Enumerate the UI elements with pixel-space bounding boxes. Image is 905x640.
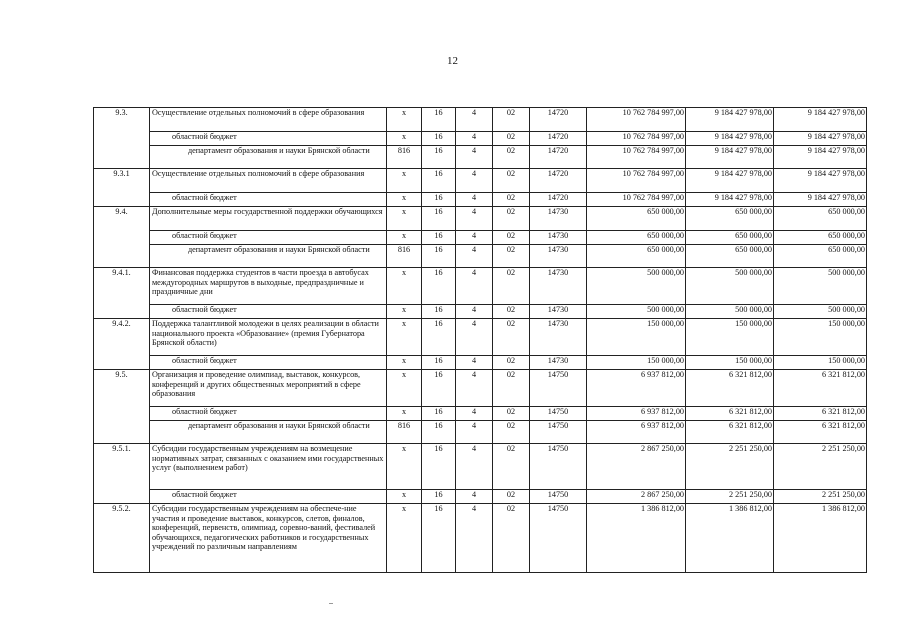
cell-subsection: 4	[456, 245, 493, 268]
cell-kgrbs: х	[387, 231, 422, 245]
cell-amount-2: 650 000,00	[686, 245, 774, 268]
cell-amount-3: 9 184 427 978,00	[774, 169, 867, 193]
cell-amount-3: 150 000,00	[774, 356, 867, 370]
cell-code: 14750	[530, 370, 587, 407]
cell-item-name: Субсидии государственным учреждениям на обеспече-ние участия и проведение выставок, конкурсов, слетов, финалов, конференций, первенств, олимпиад, соревно-ваний, фестивалей обучающихся, педагогических работников и государственных учреждений по различным направлениям	[150, 504, 387, 573]
cell-section: 16	[422, 108, 456, 132]
cell-amount-2: 6 321 812,00	[686, 407, 774, 421]
cell-item-name: Финансовая поддержка студентов в части проезда в автобусах междугородных маршрутов в выходные, предпраздничные и праздничные дни	[150, 268, 387, 305]
cell-program: 02	[493, 268, 530, 305]
cell-amount-1: 150 000,00	[587, 356, 686, 370]
cell-code: 14730	[530, 319, 587, 356]
cell-amount-3: 2 251 250,00	[774, 490, 867, 504]
cell-section: 16	[422, 268, 456, 305]
cell-subsection: 4	[456, 268, 493, 305]
cell-amount-1: 10 762 784 997,00	[587, 132, 686, 146]
cell-kgrbs: х	[387, 268, 422, 305]
cell-code: 14730	[530, 356, 587, 370]
cell-amount-1: 1 386 812,00	[587, 504, 686, 573]
cell-amount-3: 1 386 812,00	[774, 504, 867, 573]
cell-amount-1: 2 867 250,00	[587, 490, 686, 504]
cell-code: 14730	[530, 305, 587, 319]
cell-code: 14750	[530, 407, 587, 421]
cell-section: 16	[422, 207, 456, 231]
page-number: 12	[447, 55, 458, 67]
table-row	[94, 356, 867, 370]
cell-item-number: 9.4.1.	[94, 268, 150, 319]
cell-amount-2: 9 184 427 978,00	[686, 169, 774, 193]
cell-amount-2: 6 321 812,00	[686, 421, 774, 444]
cell-item-name: Организация и проведение олимпиад, выставок, конкурсов, конференций и других общественных мероприятий в сфере образования	[150, 370, 387, 407]
table-row	[94, 305, 867, 319]
cell-code: 14730	[530, 231, 587, 245]
cell-program: 02	[493, 444, 530, 490]
cell-item-number: 9.4.	[94, 207, 150, 268]
cell-amount-2: 9 184 427 978,00	[686, 108, 774, 132]
cell-amount-2: 2 251 250,00	[686, 444, 774, 490]
cell-program: 02	[493, 421, 530, 444]
cell-item-name: областной бюджет	[150, 356, 387, 370]
cell-program: 02	[493, 193, 530, 207]
cell-item-number: 9.3.1	[94, 169, 150, 207]
cell-kgrbs: х	[387, 193, 422, 207]
cell-amount-1: 10 762 784 997,00	[587, 108, 686, 132]
cell-amount-1: 2 867 250,00	[587, 444, 686, 490]
cell-subsection: 4	[456, 146, 493, 169]
table-row	[94, 108, 867, 132]
cell-section: 16	[422, 407, 456, 421]
cell-section: 16	[422, 319, 456, 356]
cell-code: 14750	[530, 490, 587, 504]
cell-program: 02	[493, 504, 530, 573]
cell-kgrbs: х	[387, 490, 422, 504]
cell-kgrbs: 816	[387, 245, 422, 268]
cell-program: 02	[493, 231, 530, 245]
cell-item-number: 9.5.2.	[94, 504, 150, 573]
table-row	[94, 132, 867, 146]
cell-item-name: областной бюджет	[150, 231, 387, 245]
cell-program: 02	[493, 207, 530, 231]
cell-amount-2: 1 386 812,00	[686, 504, 774, 573]
cell-kgrbs: х	[387, 370, 422, 407]
table-row	[94, 245, 867, 268]
cell-kgrbs: х	[387, 504, 422, 573]
cell-kgrbs: х	[387, 319, 422, 356]
cell-section: 16	[422, 490, 456, 504]
cell-subsection: 4	[456, 421, 493, 444]
table-row	[94, 207, 867, 231]
cell-item-name: областной бюджет	[150, 305, 387, 319]
table-row	[94, 444, 867, 490]
cell-amount-1: 6 937 812,00	[587, 407, 686, 421]
cell-item-number: 9.5.	[94, 370, 150, 444]
cell-amount-3: 6 321 812,00	[774, 407, 867, 421]
cell-subsection: 4	[456, 207, 493, 231]
cell-section: 16	[422, 444, 456, 490]
cell-amount-1: 500 000,00	[587, 268, 686, 305]
table-row	[94, 504, 867, 573]
cell-amount-3: 150 000,00	[774, 319, 867, 356]
cell-section: 16	[422, 421, 456, 444]
cell-section: 16	[422, 504, 456, 573]
cell-subsection: 4	[456, 169, 493, 193]
cell-code: 14720	[530, 146, 587, 169]
cell-item-name: департамент образования и науки Брянской области	[150, 421, 387, 444]
cell-amount-3: 2 251 250,00	[774, 444, 867, 490]
cell-program: 02	[493, 108, 530, 132]
cell-amount-1: 150 000,00	[587, 319, 686, 356]
cell-section: 16	[422, 146, 456, 169]
cell-program: 02	[493, 132, 530, 146]
table-body	[94, 108, 867, 573]
cell-item-name: департамент образования и науки Брянской области	[150, 146, 387, 169]
cell-section: 16	[422, 193, 456, 207]
cell-subsection: 4	[456, 231, 493, 245]
table-row	[94, 268, 867, 305]
cell-item-number: 9.3.	[94, 108, 150, 169]
table-row	[94, 193, 867, 207]
cell-subsection: 4	[456, 305, 493, 319]
cell-amount-3: 650 000,00	[774, 207, 867, 231]
cell-kgrbs: х	[387, 444, 422, 490]
cell-kgrbs: х	[387, 356, 422, 370]
cell-amount-2: 500 000,00	[686, 305, 774, 319]
cell-item-name: департамент образования и науки Брянской области	[150, 245, 387, 268]
cell-subsection: 4	[456, 108, 493, 132]
cell-subsection: 4	[456, 444, 493, 490]
cell-code: 14720	[530, 132, 587, 146]
cell-subsection: 4	[456, 504, 493, 573]
cell-amount-3: 9 184 427 978,00	[774, 132, 867, 146]
cell-amount-3: 500 000,00	[774, 268, 867, 305]
cell-section: 16	[422, 370, 456, 407]
cell-amount-3: 6 321 812,00	[774, 421, 867, 444]
cell-code: 14720	[530, 108, 587, 132]
cell-amount-3: 650 000,00	[774, 245, 867, 268]
cell-code: 14730	[530, 268, 587, 305]
cell-code: 14730	[530, 245, 587, 268]
cell-section: 16	[422, 231, 456, 245]
cell-amount-3: 6 321 812,00	[774, 370, 867, 407]
cell-amount-3: 9 184 427 978,00	[774, 146, 867, 169]
cell-amount-2: 650 000,00	[686, 207, 774, 231]
scan-mark	[329, 603, 333, 604]
cell-amount-1: 6 937 812,00	[587, 370, 686, 407]
cell-amount-2: 9 184 427 978,00	[686, 146, 774, 169]
cell-program: 02	[493, 146, 530, 169]
cell-item-name: Субсидии государственным учреждениям на возмещение нормативных затрат, связанных с оказанием ими государственных услуг (выполнением работ)	[150, 444, 387, 490]
table-row	[94, 490, 867, 504]
cell-code: 14720	[530, 169, 587, 193]
cell-amount-2: 500 000,00	[686, 268, 774, 305]
cell-item-name: областной бюджет	[150, 193, 387, 207]
cell-amount-2: 6 321 812,00	[686, 370, 774, 407]
cell-amount-1: 650 000,00	[587, 231, 686, 245]
cell-amount-1: 500 000,00	[587, 305, 686, 319]
table-row	[94, 407, 867, 421]
cell-code: 14750	[530, 504, 587, 573]
cell-amount-1: 10 762 784 997,00	[587, 169, 686, 193]
cell-code: 14730	[530, 207, 587, 231]
cell-kgrbs: х	[387, 169, 422, 193]
cell-item-name: Поддержка талантливой молодежи в целях реализации в области национального проекта «Образование» (премия Губернатора Брянской области)	[150, 319, 387, 356]
budget-table	[93, 107, 867, 573]
cell-amount-1: 10 762 784 997,00	[587, 193, 686, 207]
cell-section: 16	[422, 132, 456, 146]
cell-subsection: 4	[456, 407, 493, 421]
table-row	[94, 421, 867, 444]
cell-program: 02	[493, 245, 530, 268]
cell-amount-3: 500 000,00	[774, 305, 867, 319]
cell-subsection: 4	[456, 356, 493, 370]
cell-section: 16	[422, 305, 456, 319]
cell-kgrbs: х	[387, 108, 422, 132]
cell-subsection: 4	[456, 193, 493, 207]
cell-amount-1: 650 000,00	[587, 245, 686, 268]
cell-program: 02	[493, 407, 530, 421]
cell-subsection: 4	[456, 132, 493, 146]
cell-item-name: Осуществление отдельных полномочий в сфере образования	[150, 108, 387, 132]
cell-kgrbs: х	[387, 407, 422, 421]
cell-kgrbs: 816	[387, 421, 422, 444]
cell-code: 14750	[530, 444, 587, 490]
table-row	[94, 370, 867, 407]
table-row	[94, 146, 867, 169]
cell-item-name: областной бюджет	[150, 490, 387, 504]
table-row	[94, 231, 867, 245]
cell-code: 14750	[530, 421, 587, 444]
cell-code: 14720	[530, 193, 587, 207]
cell-subsection: 4	[456, 319, 493, 356]
cell-program: 02	[493, 169, 530, 193]
cell-item-name: Осуществление отдельных полномочий в сфере образования	[150, 169, 387, 193]
cell-section: 16	[422, 356, 456, 370]
cell-amount-1: 6 937 812,00	[587, 421, 686, 444]
cell-program: 02	[493, 356, 530, 370]
cell-amount-2: 650 000,00	[686, 231, 774, 245]
cell-amount-3: 650 000,00	[774, 231, 867, 245]
cell-kgrbs: х	[387, 305, 422, 319]
cell-amount-2: 150 000,00	[686, 319, 774, 356]
cell-section: 16	[422, 245, 456, 268]
cell-item-name: Дополнительные меры государственной поддержки обучающихся	[150, 207, 387, 231]
cell-program: 02	[493, 490, 530, 504]
cell-amount-2: 2 251 250,00	[686, 490, 774, 504]
cell-item-name: областной бюджет	[150, 407, 387, 421]
cell-amount-1: 650 000,00	[587, 207, 686, 231]
cell-amount-3: 9 184 427 978,00	[774, 193, 867, 207]
cell-program: 02	[493, 370, 530, 407]
table-row	[94, 169, 867, 193]
cell-amount-2: 150 000,00	[686, 356, 774, 370]
cell-item-number: 9.4.2.	[94, 319, 150, 370]
cell-item-number: 9.5.1.	[94, 444, 150, 504]
cell-subsection: 4	[456, 490, 493, 504]
cell-kgrbs: х	[387, 132, 422, 146]
cell-item-name: областной бюджет	[150, 132, 387, 146]
cell-kgrbs: х	[387, 207, 422, 231]
cell-program: 02	[493, 305, 530, 319]
cell-section: 16	[422, 169, 456, 193]
cell-amount-3: 9 184 427 978,00	[774, 108, 867, 132]
cell-amount-1: 10 762 784 997,00	[587, 146, 686, 169]
cell-amount-2: 9 184 427 978,00	[686, 132, 774, 146]
cell-kgrbs: 816	[387, 146, 422, 169]
cell-program: 02	[493, 319, 530, 356]
cell-subsection: 4	[456, 370, 493, 407]
cell-amount-2: 9 184 427 978,00	[686, 193, 774, 207]
table-row	[94, 319, 867, 356]
